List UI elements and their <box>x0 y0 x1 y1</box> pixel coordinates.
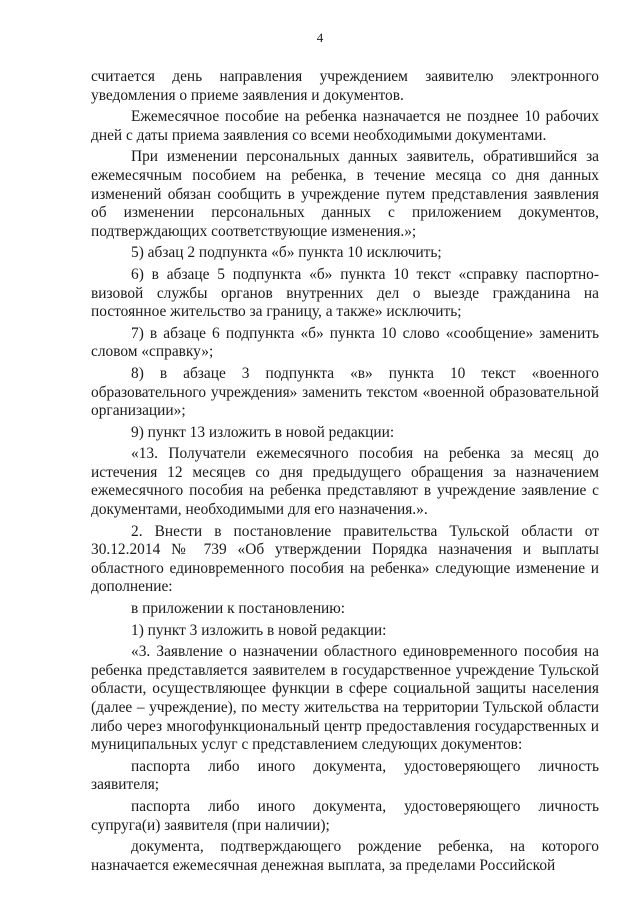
page-number: 4 <box>316 30 324 45</box>
paragraph-point-3: «3. Заявление о назначении областного единовременного пособия на ребенка представляется заявителем в государственное учреждение Тульской области, осуществляющее функции в сфере социальной защиты населения (далее – учреждение), по месту жительства на территории Тульской области либо через многофункциональный центр предоставления государственных и муниципальных услуг с представлением следующих документов: <box>91 643 599 754</box>
paragraph-item-1: 1) пункт 3 изложить в новой редакции: <box>131 621 387 639</box>
paragraph-personal-data-change: При изменении персональных данных заявитель, обратившийся за ежемесячным пособием на ребенка, в течение месяца со дня данных изменений обязан сообщить в учреждение путем представления заявления об изменении персональных данных с приложением документов, подтверждающих соответствующие изменения.»; <box>91 148 599 240</box>
paragraph-point-13: «13. Получатели ежемесячного пособия на ребенка за месяц до истечения 12 месяцев со дня предыдущего обращения за назначением ежемесячного пособия на ребенка представляют в учреждение заявление с документами, необходимыми для его назначения.». <box>91 445 599 519</box>
paragraph-item-7: 7) в абзаце 6 подпункта «б» пункта 10 слово «сообщение» заменить словом «справку»; <box>91 324 599 361</box>
paragraph-item-8: 8) в абзаце 3 подпункта «в» пункта 10 текст «военного образовательного учреждения» заменить текстом «военной образовательной организации»; <box>91 364 599 420</box>
paragraph-item-6: 6) в абзаце 5 подпункта «б» пункта 10 текст «справку паспортно-визовой службы органов внутренних дел о выезде гражданина на постоянное жительство за границу, а также» исключить; <box>91 265 599 321</box>
paragraph-appendix: в приложении к постановлению: <box>131 600 346 618</box>
paragraph-monthly-benefit-term: Ежемесячное пособие на ребенка назначается не позднее 10 рабочих дней с даты приема заявления со всеми необходимыми документами. <box>91 108 599 144</box>
paragraph-item-9: 9) пункт 13 изложить в новой редакции: <box>131 423 395 441</box>
paragraph-spouse-passport: паспорта либо иного документа, удостоверяющего личность супруга(и) заявителя (при наличии); <box>91 797 599 834</box>
document-text <box>91 68 599 875</box>
paragraph-section-2: 2. Внести в постановление правительства Тульской области от 30.12.2014 № 739 «Об утверждении Порядка назначения и выплаты областного единовременного пособия на ребенка» следующие изменение и дополнение: <box>91 522 599 596</box>
paragraph-applicant-passport: паспорта либо иного документа, удостоверяющего личность заявителя; <box>91 757 599 794</box>
paragraph-birth-document: документа, подтверждающего рождение ребенка, на которого назначается ежемесячная денежная выплата, за пределами Российской <box>91 838 599 874</box>
paragraph-item-5: 5) абзац 2 подпункта «б» пункта 10 исключить; <box>131 244 442 262</box>
paragraph-continuation: считается день направления учреждением заявителю электронного уведомления о приеме заявления и документов. <box>91 68 599 104</box>
